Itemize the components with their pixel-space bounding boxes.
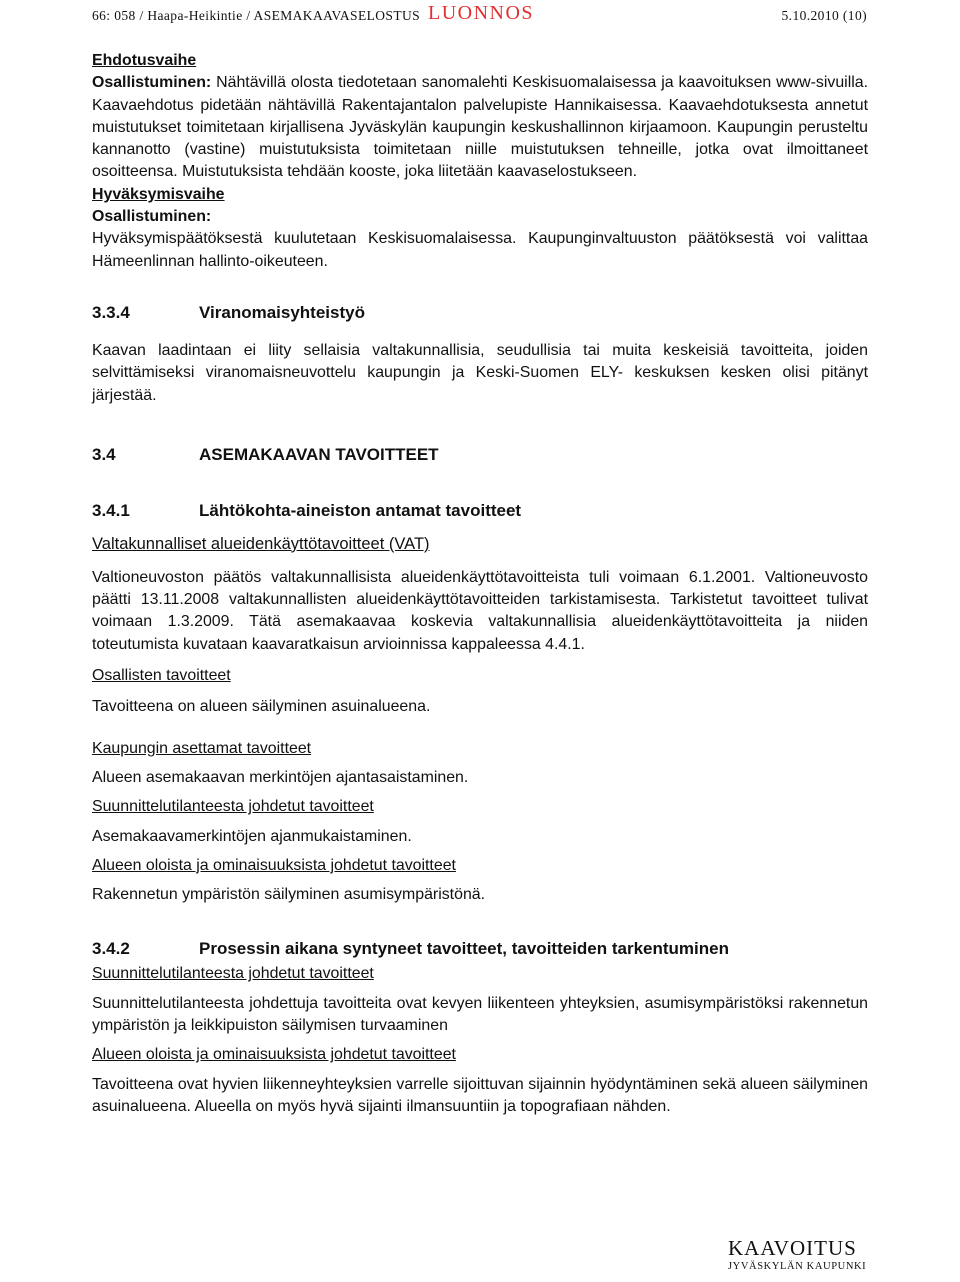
kaupungin-tavoitteet-text: Alueen asemakaavan merkintöjen ajantasaistaminen. bbox=[92, 768, 469, 786]
draft-status-label: LUONNOS bbox=[428, 2, 535, 24]
section-number: 3.4.1 bbox=[92, 500, 130, 520]
section-heading-3-4-2 bbox=[92, 937, 868, 961]
ehdotusvaihe-title: Ehdotusvaihe bbox=[92, 52, 197, 69]
section-heading-3-4 bbox=[92, 443, 868, 467]
section-title: Viranomaisyhteistyö bbox=[199, 302, 365, 322]
logo-name: KAAVOITUS bbox=[728, 1236, 857, 1260]
logo-city: JYVÄSKYLÄN KAUPUNKI bbox=[728, 1261, 867, 1272]
section-heading-3-4-1 bbox=[92, 499, 868, 523]
prosessi-alueen-olot-label: Alueen oloista ja ominaisuuksista johdetut tavoitteet bbox=[92, 1046, 456, 1064]
osallisten-tavoitteet-text: Tavoitteena on alueen säilyminen asuinalueena. bbox=[92, 698, 431, 716]
hyvaksymisvaihe-title: Hyväksymisvaihe bbox=[92, 185, 225, 203]
ehdotusvaihe-label: Osallistuminen: bbox=[92, 74, 212, 92]
vat-text: Valtioneuvoston päätös valtakunnallisista alueidenkäyttötavoitteista tuli voimaan 6.1.2001. Valtioneuvosto päätti 13.11.2008 valtakunnallisten alueidenkäyttötavoitteiden tarkistamisesta. Tarkistetut tavoitteet tulivat voimaan 1.3.2009. Tätä asemakaavaa koskevia valtakunnallisia alueidenkäyttötavoitteita ja niiden toteutumista kuvataan kaavaratkaisun arvioinnissa kappaleessa 4.4.1. bbox=[92, 568, 868, 653]
section-number: 3.3.4 bbox=[92, 302, 130, 322]
kaupungin-tavoitteet-label: Kaupungin asettamat tavoitteet bbox=[92, 739, 312, 757]
section-title: Prosessin aikana syntyneet tavoitteet, tavoitteiden tarkentuminen bbox=[199, 939, 729, 959]
hyvaksymisvaihe-text: Hyväksymispäätöksestä kuulutetaan Keskisuomalaisessa. Kaupunginvaltuuston päätöksestä voi valittaa Hämeenlinnan hallinto-oikeuteen. bbox=[92, 230, 868, 270]
section-title: ASEMAKAAVAN TAVOITTEET bbox=[199, 444, 439, 464]
alueen-olot-tavoitteet-label: Alueen oloista ja ominaisuuksista johdetut tavoitteet bbox=[92, 856, 456, 874]
document-reference: 66: 058 / Haapa-Heikintie / ASEMAKAAVASELOSTUS bbox=[92, 8, 421, 23]
suunnittelutilanne-tavoitteet-label: Suunnittelutilanteesta johdetut tavoitteet bbox=[92, 798, 374, 816]
viranomaisyhteistyo-text: Kaavan laadintaan ei liity sellaisia valtakunnallisia, seudullisia tai muita keskeisiä tavoitteita, joiden selvittämiseksi viranomaisneuvottelu kaupungin ja Keski-Suomen ELY- keskuksen kesken olisi pitänyt järjestää. bbox=[92, 341, 868, 404]
section-heading-3-3-4 bbox=[92, 301, 868, 325]
section-number: 3.4.2 bbox=[92, 939, 130, 959]
section-title: Lähtökohta-aineiston antamat tavoitteet bbox=[199, 500, 522, 520]
kaavoitus-logo bbox=[728, 1236, 928, 1274]
page-header bbox=[92, 2, 867, 26]
section-number: 3.4 bbox=[92, 444, 116, 464]
ehdotusvaihe-paragraph bbox=[92, 72, 868, 183]
hyvaksymisvaihe-label: Osallistuminen: bbox=[92, 208, 212, 226]
ehdotusvaihe-text: Nähtävillä olosta tiedotetaan sanomalehti Keskisuomalaisessa ja kaavoituksen www-sivuilla. Kaavaehdotus pidetään nähtävillä Rakentajantalon palvelupiste Hannikaisessa. Kaavaehdotuksesta annetut muistutukset toimitetaan kirjallisena Jyväskylän kaupungin keskushallinnon kirjaamoon. Kaupungin perusteltu kannanotto (vastine) muistutuksista toimitetaan niille muistutuksen tehneille, jotka ovat ilmoittaneet osoitteensa. Muistutuksista tehdään kooste, joka liitetään kaavaselostukseen. bbox=[92, 74, 869, 181]
alueen-olot-tavoitteet-text: Rakennetun ympäristön säilyminen asumisympäristönä. bbox=[92, 886, 486, 904]
osallisten-tavoitteet-label: Osallisten tavoitteet bbox=[92, 667, 231, 685]
document-body bbox=[92, 50, 868, 1118]
prosessi-alueen-olot-text: Tavoitteena ovat hyvien liikenneyhteyksien varrelle sijoittuvan sijainnin hyödyntäminen sekä alueen säilyminen asuinalueena. Alueella on myös hyvä sijainti ilmansuuntiin ja topografiaan nähden. bbox=[92, 1075, 868, 1115]
prosessi-suunnittelutilanne-text: Suunnittelutilanteesta johdettuja tavoitteita ovat kevyen liikenteen yhteyksien, asumisympäristöksi rakennetun ympäristön ja leikkipuiston säilymisen turvaaminen bbox=[92, 994, 868, 1035]
vat-subheading: Valtakunnalliset alueidenkäyttötavoitteet (VAT) bbox=[92, 534, 430, 553]
date-page-number: 5.10.2010 (10) bbox=[781, 8, 867, 23]
prosessi-suunnittelutilanne-label: Suunnittelutilanteesta johdetut tavoitteet bbox=[92, 965, 374, 983]
suunnittelutilanne-tavoitteet-text: Asemakaavamerkintöjen ajanmukaistaminen. bbox=[92, 827, 412, 845]
